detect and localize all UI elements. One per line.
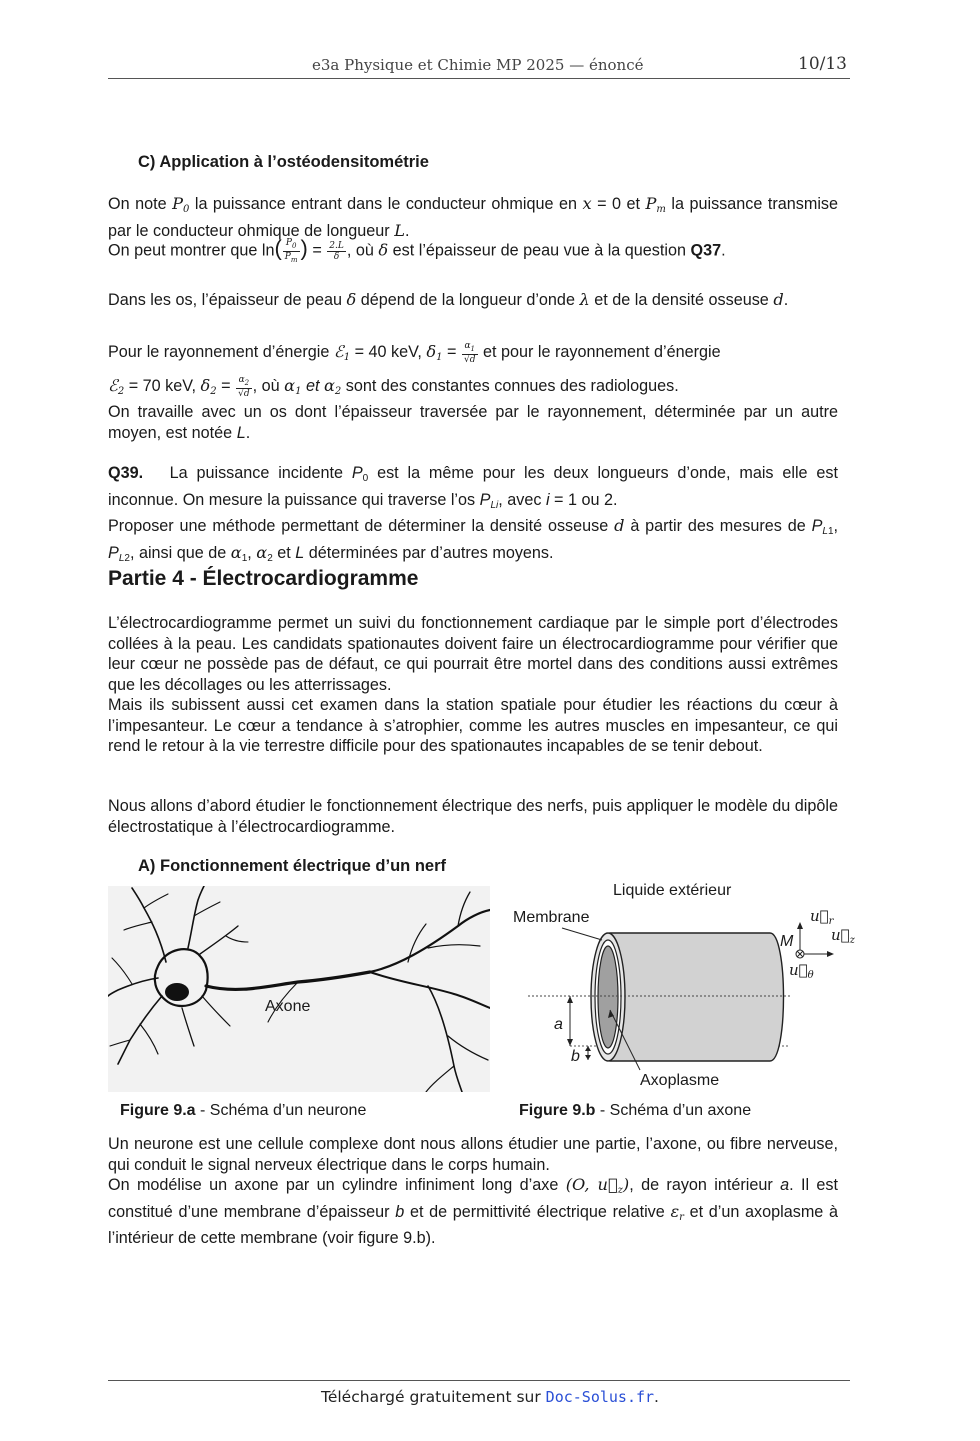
- neuron-figure: [108, 886, 490, 1092]
- label-axone: Axone: [265, 998, 311, 1015]
- page-number: 10/13: [798, 54, 847, 74]
- closing-paragraph-1: Un neurone est une cellule complexe dont nous allons étudier une partie, l’axone, ou fibre nerveuse, qui conduit le signal nerveux électrique dans le corps humain.: [108, 1135, 838, 1174]
- vector-ur: $u⃗_r$: [810, 907, 834, 927]
- paragraph-energy-2: ℰ$_2$ = 70 keV, $\delta_2$ = $\frac{\alpha_2}{√d}$ , où $\alpha_1$ et $\alpha_2$ sont des constantes connues des radiologues.: [108, 374, 679, 399]
- section-a-title: A) Fonctionnement électrique d’un nerf: [138, 857, 447, 875]
- paragraph-energy-1: Pour le rayonnement d’énergie ℰ$_1$ = 40 keV, $\delta_1$ = $\frac{\alpha_1}{√d}$ et pour le rayonnement d’énergie: [108, 340, 721, 365]
- footer-rule: [108, 1380, 850, 1381]
- question-q39: Q39. La puissance incidente $P_0$ est la même pour les deux longueurs d’onde, mais elle est inconnue. On mesure la puissance qui traverse l’os $P_{Li}$, avec i = 1 ou 2. Proposer une méthode permettant de déterminer la densité osseuse d à partir des mesures de $P_{L1}$, $P_{L2}$, ainsi que de $\alpha_1$, $\alpha_2$ et L déterminées par d’autres moyens.: [108, 464, 839, 564]
- section-c-title: C) Application à l’ostéodensitométrie: [138, 153, 429, 171]
- label-membrane: Membrane: [513, 909, 590, 926]
- paragraph-bones: Dans les os, l’épaisseur de peau δ dépend de la longueur d’onde λ et de la densité osseuse d.: [108, 290, 789, 309]
- part4-paragraph-3: Nous allons d’abord étudier le fonctionnement électrique des nerfs, puis appliquer le modèle du dipôle électrostatique à l’électrocardiogramme.: [108, 797, 838, 836]
- part4-paragraph-2: Mais ils subissent aussi cet examen dans la station spatiale pour étudier les réactions du cœur à l’impesanteur. Le cœur a tendance à s’atrophier, comme les autres muscles en impesanteur, ce qui rend le retour à la vie terrestre difficile pour des spationautes incapables de se tenir debout.: [108, 696, 838, 755]
- vector-utheta: $u⃗_\theta$: [789, 961, 814, 981]
- label-b: b: [571, 1048, 580, 1065]
- part4-title: Partie 4 - Électrocardiogramme: [108, 567, 419, 590]
- axon-figure: [500, 900, 860, 1080]
- figure-9b-caption: Figure 9.b - Schéma d’un axone: [519, 1102, 752, 1119]
- label-M: M: [780, 933, 794, 950]
- figure-9a-caption: Figure 9.a - Schéma d’un neurone: [120, 1102, 367, 1119]
- paragraph-ln: On peut montrer que ln( $\frac{P_0}{P_m}$ ) = $\frac{2.L}{\delta}$ , où δ est l’épaisseur de peau vue à la question Q37.: [108, 235, 726, 264]
- label-liquide: Liquide extérieur: [613, 882, 732, 899]
- vector-uz: $u⃗_z$: [831, 926, 855, 946]
- part4-paragraph-1: L’électrocardiogramme permet un suivi du fonctionnement cardiaque par le simple port d’électrodes collées à la peau. Les candidats spationautes doivent faire un électrocardiogramme pour vérifier que leur cœur ne possède pas de défaut, ce qui pourrait être mortel dans des conditions aussi extrêmes que les décollages ou les atterrissages.: [108, 614, 838, 694]
- closing-paragraph-2: On modélise un axone par un cylindre infiniment long d’axe (O, $u⃗_z$), de rayon intérieur a. Il est constitué d’une membrane d’épaisseur b et de permittivité électrique relative $\varepsilon_r$ et d’un axoplasme à l’intérieur de cette membrane (voir figure 9.b).: [108, 1175, 838, 1247]
- header-title: e3a Physique et Chimie MP 2025 — énoncé: [312, 56, 644, 74]
- label-axoplasme: Axoplasme: [640, 1072, 720, 1089]
- doc-solus-link[interactable]: Doc-Solus.fr: [545, 1388, 655, 1406]
- footer: Téléchargé gratuitement sur Doc-Solus.fr.: [321, 1388, 659, 1406]
- paragraph-bone-thickness: On travaille avec un os dont l’épaisseur traversée par le rayonnement, déterminée par un autre moyen, est notée L.: [108, 403, 838, 442]
- header-rule: [108, 78, 850, 79]
- paragraph-intro: On note $P_0$ la puissance entrant dans le conducteur ohmique en x = 0 et $P_m$ la puissance transmise par le conducteur ohmique de longueur L.: [108, 194, 839, 240]
- label-a: a: [554, 1016, 563, 1033]
